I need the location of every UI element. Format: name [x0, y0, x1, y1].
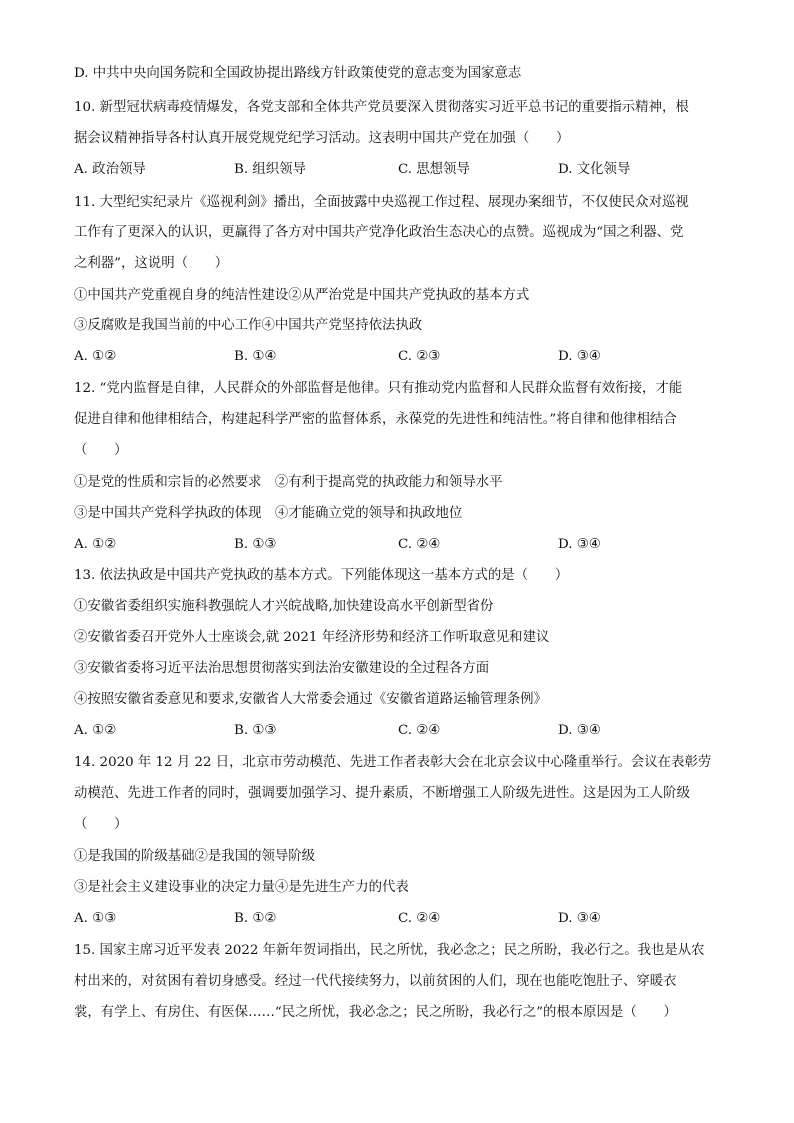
option-b[interactable]: B. ①②	[234, 911, 277, 926]
q9-option-d: D. 中共中央向国务院和全国政协提出路线方针政策使党的意志变为国家意志	[74, 66, 522, 81]
option-c[interactable]: C. ②③	[398, 349, 441, 364]
statement-line: ①是我国的阶级基础②是我国的领导阶级	[74, 849, 316, 864]
option-a[interactable]: A. ①②	[74, 537, 117, 552]
answer-options	[74, 910, 724, 928]
question-stem-line: 裳，有学上、有房住、有医保……“民之所忧，我必念之；民之所盼，我必行之”的根本原因是（ ）	[74, 1005, 677, 1020]
question-stem-line: 村出来的，对贫困有着切身感受。经过一代代接续努力，以前贫困的人们，现在也能吃饱肚子、穿暖衣	[74, 974, 677, 989]
option-d[interactable]: D. ③④	[558, 349, 601, 364]
question-stem-line: （ ）	[74, 817, 128, 832]
question-stem-line: 动模范、先进工作者的同时，强调要加强学习、提升素质，不断增强工人阶级先进性。这是因为工人阶级	[74, 786, 690, 801]
option-c[interactable]: C. ②④	[398, 911, 441, 926]
option-a[interactable]: A. ①③	[74, 911, 117, 926]
option-a[interactable]: A. ①②	[74, 349, 117, 364]
option-d[interactable]: D. 文化领导	[558, 162, 631, 177]
option-a[interactable]: A. 政治领导	[74, 162, 146, 177]
question-stem-line: 之利器”，这说明（ ）	[74, 256, 229, 271]
question-stem-line: 据会议精神指导各村认真开展党规党纪学习活动。这表明中国共产党在加强（ ）	[74, 131, 570, 146]
statement-line: ④按照安徽省委意见和要求,安徽省人大常委会通过《安徽省道路运输管理条例》	[74, 692, 547, 707]
option-b[interactable]: B. ①③	[234, 537, 277, 552]
answer-options	[74, 722, 724, 740]
question-stem-line: 工作有了更深入的认识，更赢得了各方对中国共产党净化政治生态决心的点赞。巡视成为“国之利器、党	[74, 225, 684, 240]
option-d[interactable]: D. ③④	[558, 723, 601, 738]
statement-line: ②安徽省委召开党外人士座谈会,就 2021 年经济形势和经济工作听取意见和建议	[74, 630, 550, 645]
statement-line: ①是党的性质和宗旨的必然要求 ②有利于提高党的执政能力和领导水平	[74, 475, 503, 490]
option-c[interactable]: C. ②④	[398, 723, 441, 738]
option-c[interactable]: C. ②④	[398, 537, 441, 552]
option-d[interactable]: D. ③④	[558, 537, 601, 552]
question-stem-line: 15. 国家主席习近平发表 2022 年新年贺词指出，民之所忧，我必念之；民之所盼，我必行之。我也是从农	[74, 943, 705, 958]
statement-line: ③是社会主义建设事业的决定力量④是先进生产力的代表	[74, 880, 409, 895]
statement-line: ③安徽省委将习近平法治思想贯彻落实到法治安徽建设的全过程各方面	[74, 661, 490, 676]
option-d[interactable]: D. ③④	[558, 911, 601, 926]
answer-options	[74, 536, 724, 554]
answer-options	[74, 348, 724, 366]
question-stem-line: 14. 2020 年 12 月 22 日，北京市劳动模范、先进工作者表彰大会在北京会议中心隆重举行。会议在表彰劳	[74, 755, 712, 770]
option-b[interactable]: B. 组织领导	[234, 162, 306, 177]
question-stem-line: 11. 大型纪实纪录片《巡视利剑》播出，全面披露中央巡视工作过程、展现办案细节，不仅使民众对巡视	[74, 195, 689, 210]
question-stem-line: 12. “党内监督是自律，人民群众的外部监督是他律。只有推动党内监督和人民群众监督有效衔接，才能	[74, 381, 683, 396]
question-stem-line: 13. 依法执政是中国共产党执政的基本方式。下列能体现这一基本方式的是（ ）	[74, 568, 569, 583]
option-b[interactable]: B. ①③	[234, 723, 277, 738]
statement-line: ③反腐败是我国当前的中心工作④中国共产党坚持依法执政	[74, 318, 423, 333]
option-a[interactable]: A. ①②	[74, 723, 117, 738]
statement-line: ①中国共产党重视自身的纯洁性建设②从严治党是中国共产党执政的基本方式	[74, 288, 530, 303]
statement-line: ③是中国共产党科学执政的体现 ④才能确立党的领导和执政地位	[74, 506, 463, 521]
option-c[interactable]: C. 思想领导	[398, 162, 470, 177]
question-stem-line: （ ）	[74, 443, 128, 458]
option-b[interactable]: B. ①④	[234, 349, 277, 364]
answer-options	[74, 161, 724, 179]
question-stem-line: 10. 新型冠状病毒疫情爆发，各党支部和全体共产党员要深入贯彻落实习近平总书记的重要指示精神，根	[74, 100, 689, 115]
question-stem-line: 促进自律和他律相结合，构建起科学严密的监督体系，永葆党的先进性和纯洁性。”将自律和他律相结合	[74, 412, 677, 427]
statement-line: ①安徽省委组织实施科教强皖人才兴皖战略,加快建设高水平创新型省份	[74, 599, 494, 614]
